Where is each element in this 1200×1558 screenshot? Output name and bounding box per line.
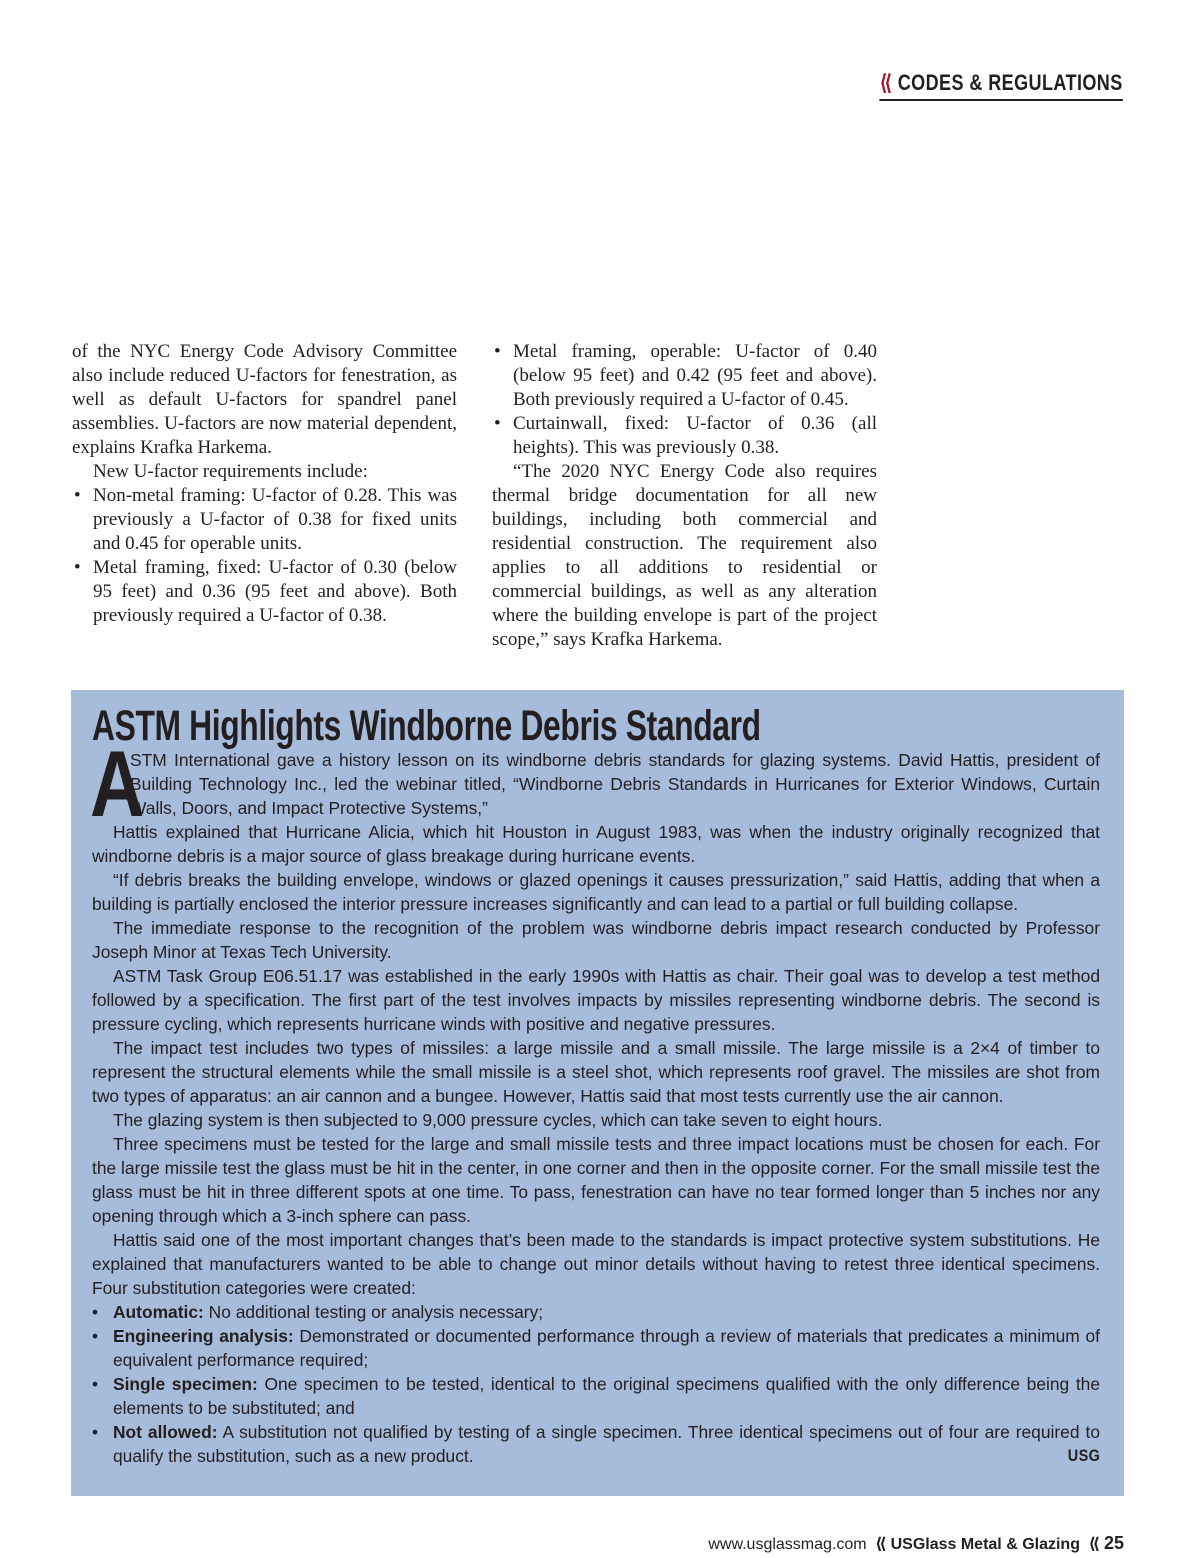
- list-item: [92, 1372, 1100, 1420]
- sidebar-paragraph: Three specimens must be tested for the large and small missile tests and three impact locations must be chosen for each. For the large missile test the glass must be hit in the center, in one corner and then in the opposite corner. For the small missile test the glass must be hit in three different spots at one time. To pass, fenestration can have no tear formed longer than 5 inches nor any opening through which a 3-inch sphere can pass.: [92, 1134, 1100, 1226]
- sidebar-paragraph: The glazing system is then subjected to 9,000 pressure cycles, which can take seven to eight hours.: [113, 1110, 883, 1130]
- page-footer: [708, 1533, 1124, 1554]
- u-factor-list: [72, 484, 457, 628]
- article-paragraph: New U-factor requirements include:: [93, 461, 368, 482]
- list-item-term: Not allowed:: [113, 1422, 218, 1442]
- usg-signoff: USG: [1067, 1446, 1100, 1465]
- list-item: [92, 1300, 1100, 1324]
- article-column-left: [72, 340, 457, 628]
- sidebar-paragraph: [90, 731, 1100, 836]
- chevron-icon: ⟪: [1088, 1536, 1100, 1553]
- list-item-text: A substitution not qualified by testing of a single specimen. Three identical specimens out of four are required to qualify the substitution, such as a new product.: [113, 1422, 1100, 1466]
- sidebar-paragraph: Hattis explained that Hurricane Alicia, which hit Houston in August 1983, was when the industry originally recognized that windborne debris is a major source of glass breakage during hurricane events.: [92, 822, 1100, 866]
- chevron-icon: ⟪: [875, 1536, 887, 1553]
- list-item: • Non-metal framing: U-factor of 0.28. This was previously a U-factor of 0.38 for fixed units and 0.45 for operable units.: [72, 484, 457, 556]
- sidebar-paragraph: “If debris breaks the building envelope, windows or glazed openings it causes pressurization,” said Hattis, adding that when a building is partially enclosed the interior pressure increases significantly and can lead to a partial or full building collapse.: [92, 870, 1100, 914]
- sidebar-paragraph: The immediate response to the recognition of the problem was windborne debris impact research conducted by Professor Joseph Minor at Texas Tech University.: [92, 918, 1100, 962]
- list-item: [92, 1324, 1100, 1372]
- list-item-text: One specimen to be tested, identical to the original specimens qualified with the only difference being the elements to be substituted; and: [113, 1374, 1100, 1418]
- list-item: • Metal framing, fixed: U-factor of 0.30 (below 95 feet) and 0.36 (95 feet and above). Both previously required a U-factor of 0.38.: [72, 556, 457, 628]
- article-paragraph: of the NYC Energy Code Advisory Committee also include reduced U-factors for fenestration, as well as default U-factors for spandrel panel assemblies. U-factors are now material dependent, explains Krafka Harkema.: [72, 341, 457, 458]
- sidebar-paragraph: The impact test includes two types of missiles: a large missile and a small missile. The large missile is a 2×4 of timber to represent the structural elements while the small missile is a steel shot, which represents roof gravel. The missiles are shot from two types of apparatus: an air cannon and a bungee. However, Hattis said that most tests currently use the air cannon.: [92, 1038, 1100, 1106]
- list-item: [92, 1420, 1100, 1468]
- footer-url[interactable]: www.usglassmag.com: [708, 1536, 867, 1553]
- page-number: 25: [1103, 1533, 1124, 1553]
- list-item-term: Automatic:: [113, 1302, 204, 1322]
- sidebar-paragraph-text: STM International gave a history lesson on its windborne debris standards for glazing systems. David Hattis, president of Building Technology Inc., led the webinar titled, “Windborne Debris Standards in Hurricanes for Exterior Windows, Curtain Walls, Doors, and Impact Protective Systems,”: [130, 750, 1100, 818]
- sidebar-body: [90, 731, 1100, 1468]
- substitution-categories-list: [92, 1300, 1100, 1468]
- article-paragraph: “The 2020 NYC Energy Code also requires thermal bridge documentation for all new buildings, including both commercial and residential construction. The requirement also applies to all additions to residential or commercial buildings, as well as any alteration where the building envelope is part of the project scope,” says Krafka Harkema.: [492, 461, 877, 650]
- section-title: CODES & REGULATIONS: [898, 70, 1123, 95]
- u-factor-list-continued: [492, 340, 877, 460]
- article-column-right: [492, 340, 877, 652]
- list-item-term: Engineering analysis:: [113, 1326, 294, 1346]
- sidebar-title: ASTM Highlights Windborne Debris Standard: [92, 702, 761, 750]
- magazine-name: USGlass Metal & Glazing: [890, 1536, 1080, 1553]
- section-tag: [880, 70, 1123, 101]
- drop-cap: A: [90, 731, 145, 836]
- sidebar-paragraph: Hattis said one of the most important changes that’s been made to the standards is impact protective system substitutions. He explained that manufacturers wanted to be able to change out minor details without having to retest three identical specimens. Four substitution categories were created:: [92, 1230, 1100, 1298]
- list-item: • Metal framing, operable: U-factor of 0.40 (below 95 feet) and 0.42 (95 feet and above). Both previously required a U-factor of 0.45.: [492, 340, 877, 412]
- list-item-text: Demonstrated or documented performance through a review of materials that predicates a minimum of equivalent performance required;: [113, 1326, 1100, 1370]
- sidebar-box: [71, 690, 1124, 1496]
- chevron-icon: ⟪: [879, 70, 894, 95]
- sidebar-paragraph: ASTM Task Group E06.51.17 was established in the early 1990s with Hattis as chair. Their goal was to develop a test method followed by a specification. The first part of the test involves impacts by missiles representing windborne debris. The second is pressure cycling, which represents hurricane winds with positive and negative pressures.: [92, 966, 1100, 1034]
- list-item: • Curtainwall, fixed: U-factor of 0.36 (all heights). This was previously 0.38.: [492, 412, 877, 460]
- list-item-text: No additional testing or analysis necessary;: [203, 1302, 544, 1322]
- list-item-term: Single specimen:: [113, 1374, 258, 1394]
